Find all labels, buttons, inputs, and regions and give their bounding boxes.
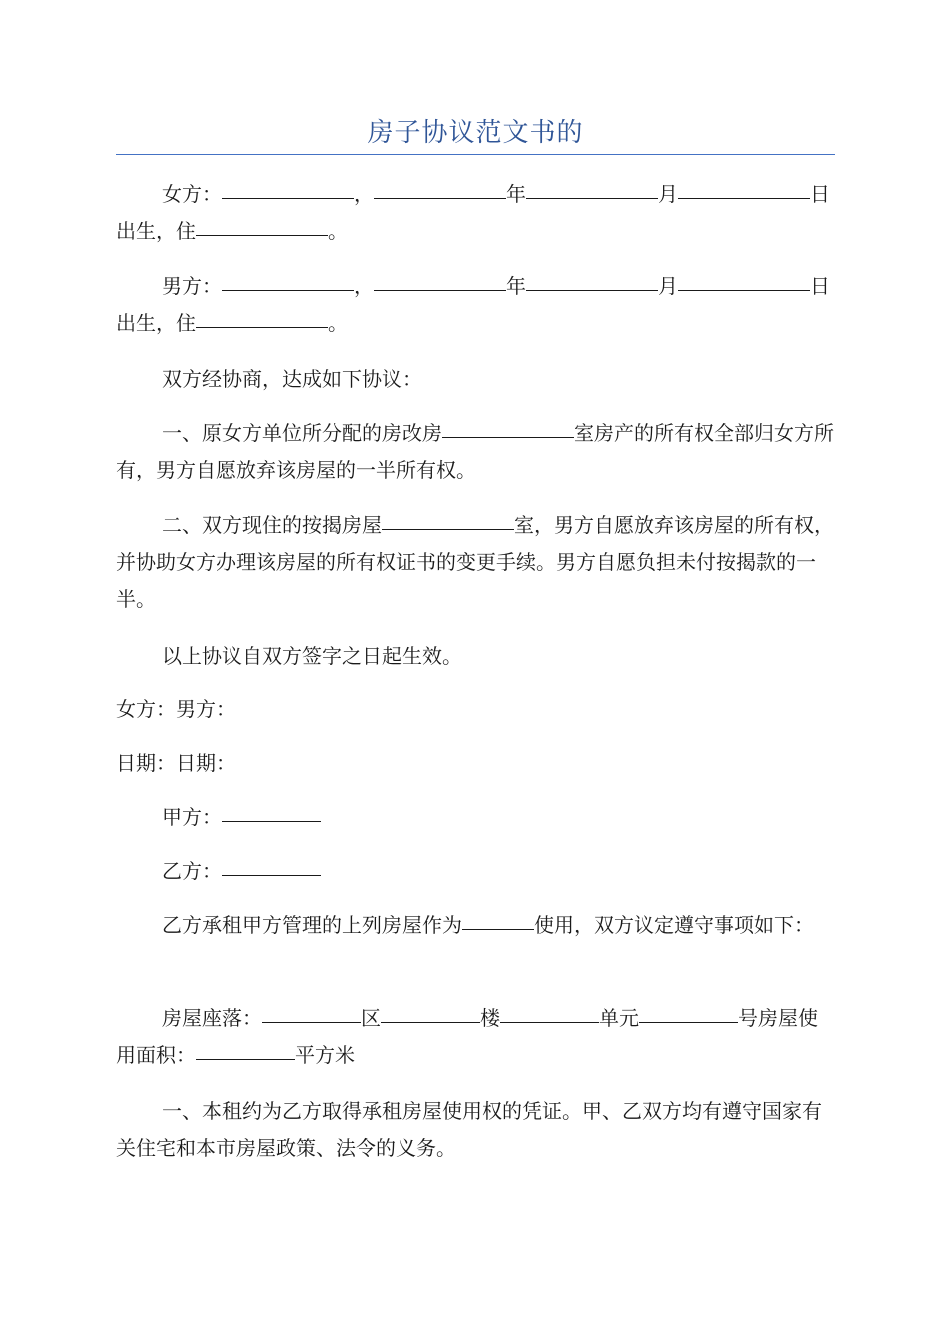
lease-clause-1-paragraph: 一、本租约为乙方取得承租房屋使用权的凭证。甲、乙双方均有遵守国家有关住宅和本市房屋政策、法令的义务。 bbox=[116, 1099, 822, 1160]
title-underline bbox=[116, 154, 835, 155]
name-blank bbox=[222, 289, 354, 291]
district-label: 区 bbox=[361, 1006, 381, 1030]
date-line: 日期：日期： bbox=[116, 751, 236, 775]
location-label: 房屋座落： bbox=[162, 1006, 262, 1030]
party-a-line bbox=[116, 799, 835, 836]
period: 。 bbox=[328, 311, 348, 335]
year-label: 年 bbox=[506, 182, 526, 206]
document-title: 房子协议范文书的 bbox=[367, 118, 584, 148]
clause-2-paragraph bbox=[116, 507, 835, 618]
month-blank bbox=[526, 289, 658, 291]
clause-1-text: 一、原女方单位所分配的房改房 bbox=[162, 421, 442, 445]
day-blank bbox=[678, 197, 810, 199]
intro-paragraph: 双方经协商，达成如下协议： bbox=[162, 367, 422, 391]
month-label: 月 bbox=[658, 182, 678, 206]
female-dob-paragraph bbox=[116, 176, 835, 250]
birth-residence-label: 日出生，住 bbox=[116, 274, 830, 335]
room-blank bbox=[382, 528, 514, 530]
month-label: 月 bbox=[658, 274, 678, 298]
comma: ， bbox=[354, 182, 374, 206]
lease-use-paragraph bbox=[116, 907, 835, 944]
room-blank bbox=[442, 436, 574, 438]
party-b-label: 乙方： bbox=[162, 859, 222, 883]
building-label: 楼 bbox=[480, 1006, 500, 1030]
male-dob-paragraph bbox=[116, 268, 835, 342]
comma: ， bbox=[354, 274, 374, 298]
address-blank bbox=[196, 326, 328, 328]
year-blank bbox=[374, 289, 506, 291]
name-blank bbox=[222, 197, 354, 199]
address-blank bbox=[196, 234, 328, 236]
area-unit-label: 平方米 bbox=[295, 1043, 355, 1067]
building-blank bbox=[381, 1021, 480, 1023]
party-a-label: 甲方： bbox=[162, 805, 222, 829]
room-blank bbox=[639, 1021, 738, 1023]
clause-2-text: 二、双方现住的按揭房屋 bbox=[162, 513, 382, 537]
party-b-blank bbox=[222, 874, 321, 876]
year-label: 年 bbox=[506, 274, 526, 298]
female-label: 女方： bbox=[162, 182, 222, 206]
effective-paragraph: 以上协议自双方签字之日起生效。 bbox=[162, 644, 462, 668]
location-paragraph bbox=[116, 1000, 835, 1074]
lease-use-text: 乙方承租甲方管理的上列房屋作为 bbox=[162, 913, 462, 937]
use-blank bbox=[462, 928, 534, 930]
year-blank bbox=[374, 197, 506, 199]
day-blank bbox=[678, 289, 810, 291]
unit-label: 单元 bbox=[599, 1006, 639, 1030]
party-b-line bbox=[116, 853, 835, 890]
room-area-label: 号房屋使用面积： bbox=[116, 1006, 818, 1067]
district-blank bbox=[262, 1021, 361, 1023]
clause-1-text-cont: 室房产的所有权全部归女方所有，男方自愿放弃该房屋的一半所有权。 bbox=[116, 421, 834, 482]
signature-line: 女方：男方： bbox=[116, 697, 236, 721]
unit-blank bbox=[500, 1021, 599, 1023]
clause-1-paragraph bbox=[116, 415, 835, 489]
party-a-blank bbox=[222, 820, 321, 822]
clause-2-text-cont: 室，男方自愿放弃该房屋的所有权，并协助女方办理该房屋的所有权证书的变更手续。男方自愿负担未付按揭款的一半。 bbox=[116, 513, 834, 611]
area-blank bbox=[196, 1058, 295, 1060]
period: 。 bbox=[328, 219, 348, 243]
birth-residence-label: 日出生，住 bbox=[116, 182, 830, 243]
month-blank bbox=[526, 197, 658, 199]
male-label: 男方： bbox=[162, 274, 222, 298]
lease-use-text-cont: 使用，双方议定遵守事项如下： bbox=[534, 913, 814, 937]
